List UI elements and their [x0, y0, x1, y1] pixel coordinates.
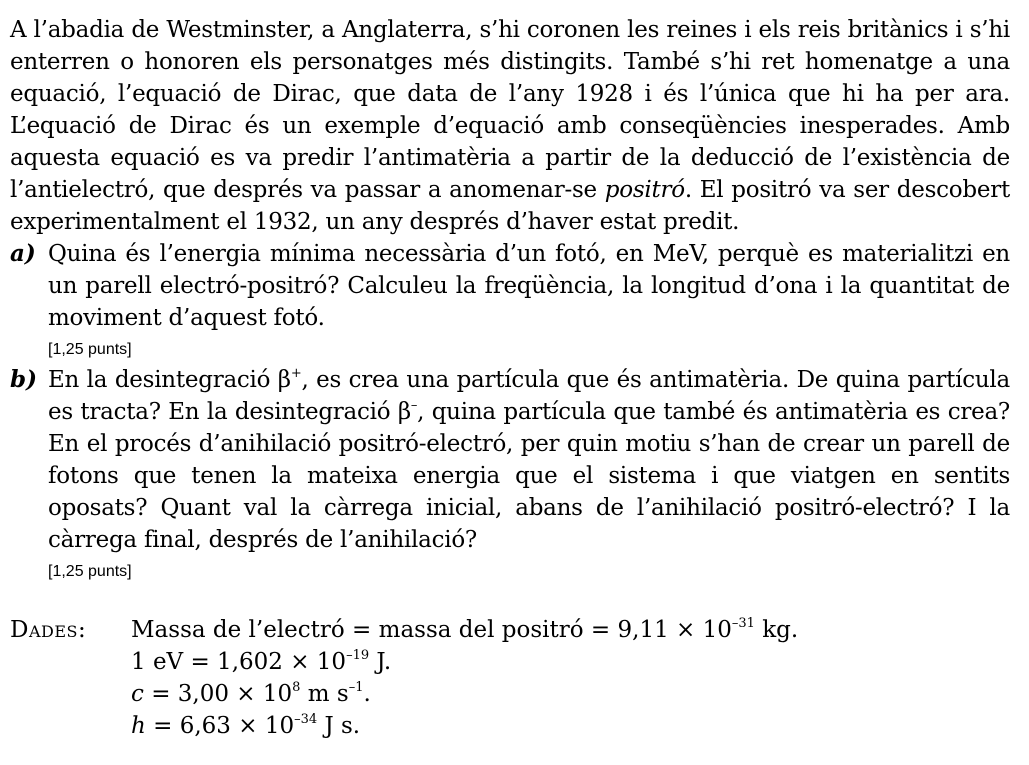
data-speed-of-light: $c = 3,00 \times 10^8$ m $s^{-1}$. — [131, 680, 371, 707]
data-electronvolt: 1 eV = $1,602 \times 10^{-19}$ J. — [131, 648, 392, 675]
data-planck-constant: $h = 6,63 \times 10^{-34}$ J s. — [131, 712, 361, 739]
data-electron-mass: Massa de l’electró = massa del positró = $9,11 \times 10^{-31}$ kg. — [131, 616, 799, 643]
question-label: b) — [10, 366, 37, 393]
data-section-label: Dades: — [10, 617, 87, 643]
question-a — [10, 238, 1010, 362]
exam-problem — [10, 14, 1010, 742]
intro-paragraph: A l’abadia de Westminster, a Anglaterra, s’hi coronen les reines i els reis britànics i s’hi enterren o honoren els personatges més distingits. També s’hi ret homenatge a una equació, l’equació de Dirac, que data de l’any 1928 i és l’única que hi ha per ara. L’equació de Dirac és un exemple d’equació amb conseqüències inesperades. Amb aquesta equació es va predir l’antimatèria a partir de la deducció de l’existència de l’antielectró, que després va passar a anomenar-se positró. El positró va ser descobert experimentalment el 1932, un any després d’haver estat predit. — [10, 17, 1010, 235]
question-b — [10, 364, 1010, 584]
question-text: En la desintegració β+, es crea una partícula que és antimatèria. De quina partícula es tracta? En la desintegració β–, quina partícula que també és antimatèria es crea? En el procés d’anihilació positró-electró, per quin motiu s’han de crear un parell de fotons que tenen la mateixa energia que el sistema i que viatgen en sentits oposats? Quant val la càrrega inicial, abans de l’anihilació positró-electró? I la càrrega final, després de l’anihilació? — [48, 366, 1011, 553]
data-section — [10, 614, 1010, 742]
emphasis-positron: positró — [604, 177, 685, 203]
points-label: [1,25 punts] — [48, 563, 132, 580]
question-text: Quina és l’energia mínima necessària d’un fotó, en MeV, perquè es materialitzi en un parell electró-positró? Calculeu la freqüència, la longitud d’ona i la quantitat de moviment d’aquest fotó. — [48, 241, 1010, 331]
question-label: a) — [10, 240, 36, 267]
points-label: [1,25 punts] — [48, 341, 132, 358]
